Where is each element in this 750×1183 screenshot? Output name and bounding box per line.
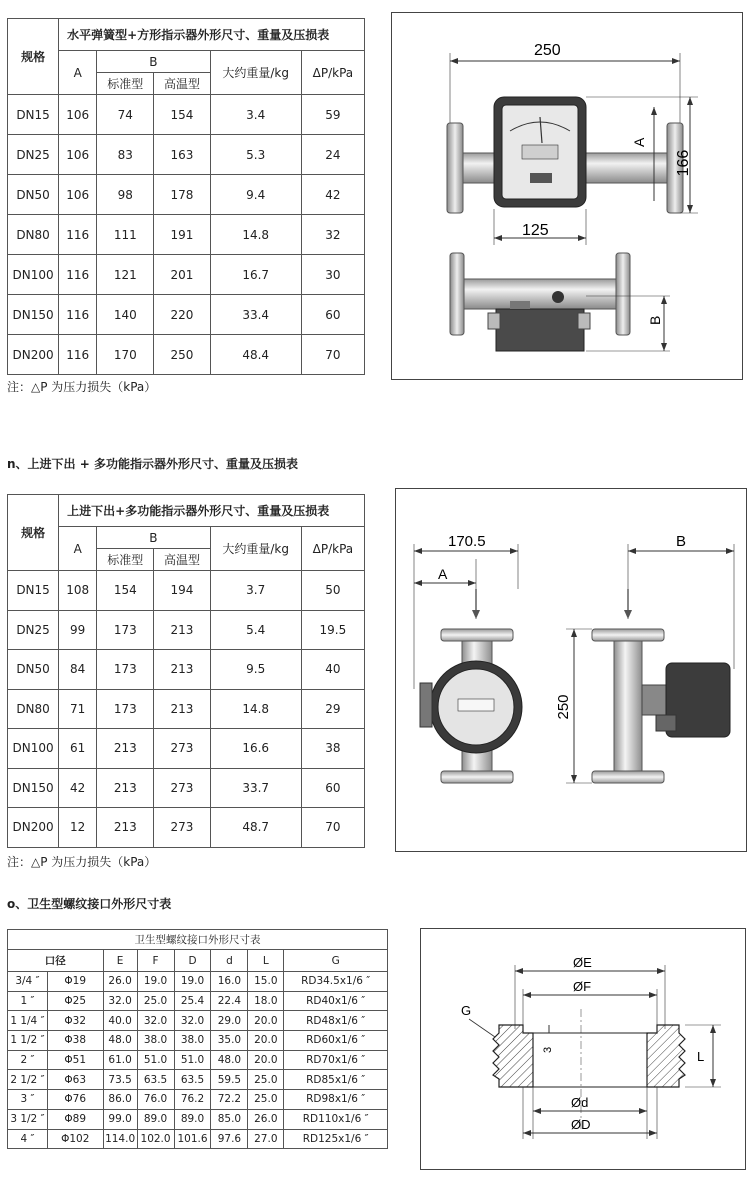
dim-125: 125 — [522, 222, 549, 239]
cell-g: RD48x1/6 ″ — [284, 1011, 388, 1031]
cell-b_high: 163 — [154, 135, 210, 175]
cell-dd: 16.0 — [211, 972, 248, 992]
cell-spec: DN80 — [8, 689, 59, 729]
cell-weight: 14.8 — [210, 215, 301, 255]
dim-3: 3 — [542, 1046, 554, 1053]
table-title: 卫生型螺纹接口外形尺寸表 — [8, 930, 388, 950]
cell-l: 25.0 — [248, 1090, 284, 1110]
cell-dp: 29 — [301, 689, 364, 729]
table-header-weight: 大约重量/kg — [210, 527, 301, 571]
cell-d: 63.5 — [174, 1070, 211, 1090]
cell-weight: 48.7 — [210, 808, 301, 848]
cell-dd: 35.0 — [211, 1031, 248, 1051]
cell-spec: DN200 — [8, 808, 59, 848]
table-row — [8, 650, 365, 690]
table-row — [8, 1031, 388, 1051]
dim-e: ØE — [573, 955, 592, 970]
cell-weight: 9.5 — [210, 650, 301, 690]
cell-d: 101.6 — [174, 1129, 211, 1149]
cell-dd: 85.0 — [211, 1109, 248, 1129]
table-row — [8, 808, 365, 848]
cell-phi: Φ51 — [47, 1050, 103, 1070]
cell-weight: 5.3 — [210, 135, 301, 175]
cell-phi: Φ89 — [47, 1109, 103, 1129]
section3-title: o、卫生型螺纹接口外形尺寸表 — [7, 897, 172, 911]
cell-dp: 38 — [301, 729, 364, 769]
cell-dp: 42 — [301, 175, 364, 215]
cell-a: 106 — [59, 175, 97, 215]
cell-spec: DN100 — [8, 255, 59, 295]
cell-dd: 59.5 — [211, 1070, 248, 1090]
cell-a: 42 — [59, 768, 97, 808]
dim-250: 250 — [555, 694, 572, 720]
cell-a: 116 — [59, 215, 97, 255]
cell-inch: 3 ″ — [8, 1090, 48, 1110]
table-row — [8, 255, 365, 295]
cell-b_std: 98 — [97, 175, 154, 215]
cell-l: 20.0 — [248, 1011, 284, 1031]
cell-dd: 72.2 — [211, 1090, 248, 1110]
table-row — [8, 972, 388, 992]
table-row — [8, 571, 365, 611]
table-header-weight: 大约重量/kg — [210, 51, 301, 95]
cell-inch: 2 1/2 ″ — [8, 1070, 48, 1090]
dim-d-small: Ød — [571, 1095, 589, 1110]
flowmeter-vertical-drawing — [396, 489, 746, 851]
cell-weight: 3.4 — [210, 95, 301, 135]
cell-l: 15.0 — [248, 972, 284, 992]
cell-dp: 70 — [301, 335, 364, 375]
section2-title: n、上进下出 + 多功能指示器外形尺寸、重量及压损表 — [7, 457, 298, 471]
table-row — [8, 1011, 388, 1031]
cell-phi: Φ19 — [47, 972, 103, 992]
dim-d-large: ØD — [571, 1117, 591, 1132]
cell-dp: 24 — [301, 135, 364, 175]
cell-b_std: 111 — [97, 215, 154, 255]
table-note: 注：△P 为压力损失（kPa） — [7, 855, 157, 869]
sanitary-thread-table — [7, 929, 388, 1149]
dim-b: B — [647, 315, 663, 325]
cell-spec: DN15 — [8, 571, 59, 611]
cell-a: 108 — [59, 571, 97, 611]
table-row — [8, 689, 365, 729]
table-row — [8, 1090, 388, 1110]
dim-g: G — [461, 1003, 472, 1018]
table-header-b-std: 标准型 — [97, 549, 154, 571]
cell-weight: 5.4 — [210, 610, 301, 650]
spec-table-top-in-bottom-out — [7, 494, 365, 848]
cell-spec: DN150 — [8, 768, 59, 808]
cell-dp: 60 — [301, 295, 364, 335]
cell-g: RD110x1/6 ″ — [284, 1109, 388, 1129]
table-header-dd: d — [211, 950, 248, 972]
cell-g: RD40x1/6 ″ — [284, 991, 388, 1011]
cell-b_std: 74 — [97, 95, 154, 135]
cell-dp: 50 — [301, 571, 364, 611]
table-row — [8, 729, 365, 769]
cell-b_high: 201 — [154, 255, 210, 295]
table-row — [8, 1070, 388, 1090]
cell-g: RD98x1/6 ″ — [284, 1090, 388, 1110]
table-header-b: B — [97, 527, 210, 549]
cell-g: RD34.5x1/6 ″ — [284, 972, 388, 992]
spec-table-horizontal — [7, 18, 365, 375]
cell-d: 89.0 — [174, 1109, 211, 1129]
table-header-b-high: 高温型 — [154, 549, 210, 571]
cell-d: 38.0 — [174, 1031, 211, 1051]
cell-a: 116 — [59, 255, 97, 295]
cell-e: 114.0 — [103, 1129, 137, 1149]
cell-inch: 2 ″ — [8, 1050, 48, 1070]
cell-inch: 3 1/2 ″ — [8, 1109, 48, 1129]
cell-b_std: 170 — [97, 335, 154, 375]
table-header-dp: ΔP/kPa — [301, 51, 364, 95]
cell-e: 40.0 — [103, 1011, 137, 1031]
cell-d: 76.2 — [174, 1090, 211, 1110]
cell-l: 20.0 — [248, 1050, 284, 1070]
table-row — [8, 768, 365, 808]
table-row — [8, 215, 365, 255]
cell-dp: 32 — [301, 215, 364, 255]
cell-e: 32.0 — [103, 991, 137, 1011]
cell-f: 32.0 — [137, 1011, 174, 1031]
cell-l: 20.0 — [248, 1031, 284, 1051]
cell-phi: Φ38 — [47, 1031, 103, 1051]
cell-dd: 48.0 — [211, 1050, 248, 1070]
cell-dp: 30 — [301, 255, 364, 295]
cell-spec: DN80 — [8, 215, 59, 255]
cell-a: 12 — [59, 808, 97, 848]
cell-weight: 33.7 — [210, 768, 301, 808]
cell-a: 84 — [59, 650, 97, 690]
cell-e: 73.5 — [103, 1070, 137, 1090]
cell-spec: DN50 — [8, 650, 59, 690]
cell-phi: Φ102 — [47, 1129, 103, 1149]
cell-a: 116 — [59, 295, 97, 335]
cell-b_std: 213 — [97, 729, 154, 769]
table-row — [8, 295, 365, 335]
cell-inch: 4 ″ — [8, 1129, 48, 1149]
cell-e: 61.0 — [103, 1050, 137, 1070]
cell-b_std: 173 — [97, 650, 154, 690]
table-header-a: A — [59, 51, 97, 95]
cell-b_std: 140 — [97, 295, 154, 335]
cell-b_high: 220 — [154, 295, 210, 335]
cell-b_high: 213 — [154, 650, 210, 690]
table-row — [8, 175, 365, 215]
cell-phi: Φ25 — [47, 991, 103, 1011]
cell-b_high: 273 — [154, 768, 210, 808]
table-row — [8, 95, 365, 135]
cell-f: 25.0 — [137, 991, 174, 1011]
cell-f: 51.0 — [137, 1050, 174, 1070]
cell-l: 25.0 — [248, 1070, 284, 1090]
cell-a: 106 — [59, 95, 97, 135]
cell-g: RD70x1/6 ″ — [284, 1050, 388, 1070]
cell-dp: 59 — [301, 95, 364, 135]
dim-a: A — [438, 566, 448, 582]
table-header-spec: 规格 — [8, 19, 59, 95]
cell-b_high: 154 — [154, 95, 210, 135]
cell-weight: 14.8 — [210, 689, 301, 729]
sanitary-fitting-section — [421, 929, 745, 1169]
cell-e: 99.0 — [103, 1109, 137, 1129]
cell-b_high: 273 — [154, 729, 210, 769]
table-header-b: B — [97, 51, 210, 73]
cell-weight: 33.4 — [210, 295, 301, 335]
cell-dd: 22.4 — [211, 991, 248, 1011]
cell-b_std: 173 — [97, 689, 154, 729]
table-header-spec: 规格 — [8, 495, 59, 571]
cell-g: RD60x1/6 ″ — [284, 1031, 388, 1051]
table-header-g: G — [284, 950, 388, 972]
table-row — [8, 1050, 388, 1070]
cell-e: 86.0 — [103, 1090, 137, 1110]
cell-spec: DN15 — [8, 95, 59, 135]
cell-b_high: 250 — [154, 335, 210, 375]
table-header-bore: 口径 — [8, 950, 104, 972]
dim-b: B — [676, 533, 687, 550]
cell-inch: 1 ″ — [8, 991, 48, 1011]
table-row — [8, 1109, 388, 1129]
cell-d: 25.4 — [174, 991, 211, 1011]
cell-f: 89.0 — [137, 1109, 174, 1129]
cell-g: RD85x1/6 ″ — [284, 1070, 388, 1090]
cell-a: 61 — [59, 729, 97, 769]
table-header-l: L — [248, 950, 284, 972]
cell-phi: Φ76 — [47, 1090, 103, 1110]
cell-spec: DN100 — [8, 729, 59, 769]
cell-l: 27.0 — [248, 1129, 284, 1149]
table-header-dp: ΔP/kPa — [301, 527, 364, 571]
table-row — [8, 610, 365, 650]
cell-a: 116 — [59, 335, 97, 375]
cell-d: 19.0 — [174, 972, 211, 992]
cell-b_high: 213 — [154, 610, 210, 650]
cell-b_std: 213 — [97, 768, 154, 808]
cell-f: 63.5 — [137, 1070, 174, 1090]
cell-spec: DN50 — [8, 175, 59, 215]
cell-b_high: 194 — [154, 571, 210, 611]
cell-dp: 19.5 — [301, 610, 364, 650]
table-row — [8, 1129, 388, 1149]
cell-weight: 9.4 — [210, 175, 301, 215]
table-header-e: E — [103, 950, 137, 972]
cell-spec: DN25 — [8, 610, 59, 650]
dim-170-5: 170.5 — [448, 533, 486, 550]
cell-b_high: 191 — [154, 215, 210, 255]
cell-weight: 16.6 — [210, 729, 301, 769]
cell-e: 26.0 — [103, 972, 137, 992]
table-row — [8, 991, 388, 1011]
cell-dp: 40 — [301, 650, 364, 690]
cell-f: 38.0 — [137, 1031, 174, 1051]
cell-a: 99 — [59, 610, 97, 650]
cell-e: 48.0 — [103, 1031, 137, 1051]
cell-b_std: 173 — [97, 610, 154, 650]
cell-inch: 3/4 ″ — [8, 972, 48, 992]
cell-b_std: 213 — [97, 808, 154, 848]
table-header-f: F — [137, 950, 174, 972]
cell-dd: 29.0 — [211, 1011, 248, 1031]
cell-dp: 60 — [301, 768, 364, 808]
cell-a: 106 — [59, 135, 97, 175]
dim-l: L — [697, 1049, 705, 1064]
cell-d: 51.0 — [174, 1050, 211, 1070]
cell-phi: Φ63 — [47, 1070, 103, 1090]
cell-spec: DN25 — [8, 135, 59, 175]
cell-dp: 70 — [301, 808, 364, 848]
cell-f: 102.0 — [137, 1129, 174, 1149]
cell-b_high: 213 — [154, 689, 210, 729]
cell-d: 32.0 — [174, 1011, 211, 1031]
cell-b_high: 178 — [154, 175, 210, 215]
cell-weight: 48.4 — [210, 335, 301, 375]
table-row — [8, 135, 365, 175]
dim-a: A — [631, 137, 647, 147]
table-header-b-high: 高温型 — [154, 73, 210, 95]
cell-a: 71 — [59, 689, 97, 729]
cell-b_high: 273 — [154, 808, 210, 848]
cell-spec: DN200 — [8, 335, 59, 375]
dimension-drawing-sanitary — [420, 928, 746, 1170]
dim-250: 250 — [534, 42, 561, 59]
cell-f: 76.0 — [137, 1090, 174, 1110]
cell-b_std: 154 — [97, 571, 154, 611]
cell-f: 19.0 — [137, 972, 174, 992]
cell-inch: 1 1/2 ″ — [8, 1031, 48, 1051]
cell-inch: 1 1/4 ″ — [8, 1011, 48, 1031]
dim-f: ØF — [573, 979, 592, 994]
flowmeter-horizontal-drawing — [392, 13, 742, 379]
cell-spec: DN150 — [8, 295, 59, 335]
table-title: 上进下出+多功能指示器外形尺寸、重量及压损表 — [59, 495, 365, 527]
cell-l: 18.0 — [248, 991, 284, 1011]
cell-weight: 16.7 — [210, 255, 301, 295]
table-header-a: A — [59, 527, 97, 571]
table-header-b-std: 标准型 — [97, 73, 154, 95]
cell-l: 26.0 — [248, 1109, 284, 1129]
table-row — [8, 335, 365, 375]
dimension-drawing-horizontal — [391, 12, 743, 380]
cell-b_std: 121 — [97, 255, 154, 295]
table-title: 水平弹簧型+方形指示器外形尺寸、重量及压损表 — [59, 19, 365, 51]
table-note: 注：△P 为压力损失（kPa） — [7, 380, 157, 394]
dimension-drawing-vertical — [395, 488, 747, 852]
cell-phi: Φ32 — [47, 1011, 103, 1031]
cell-dd: 97.6 — [211, 1129, 248, 1149]
dim-166: 166 — [675, 149, 692, 177]
table-header-d: D — [174, 950, 211, 972]
cell-weight: 3.7 — [210, 571, 301, 611]
cell-g: RD125x1/6 ″ — [284, 1129, 388, 1149]
cell-b_std: 83 — [97, 135, 154, 175]
